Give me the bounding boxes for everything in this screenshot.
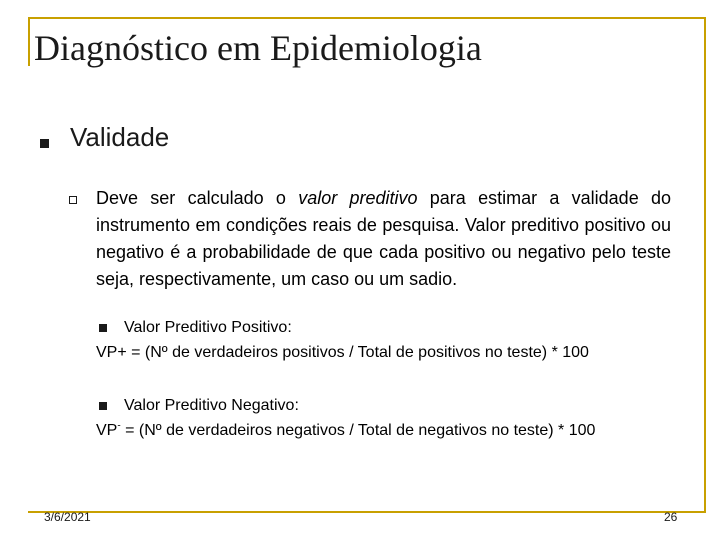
footer-date: 3/6/2021 [44, 510, 91, 524]
paragraph-italic-term: valor preditivo [298, 188, 418, 208]
positive-label: Valor Preditivo Positivo: [124, 319, 292, 336]
hollow-square-bullet-icon [69, 196, 77, 204]
negative-formula-superscript: - [117, 420, 121, 432]
small-square-bullet-icon [99, 402, 107, 410]
negative-label: Valor Preditivo Negativo: [124, 397, 299, 414]
paragraph-text-start: Deve ser calculado o [96, 188, 299, 208]
page-number: 26 [664, 510, 678, 524]
negative-formula [96, 420, 595, 442]
body-paragraph [96, 185, 671, 293]
frame-left-line [28, 17, 30, 66]
positive-formula: VP+ = (Nº de verdadeiros positivos / Total de positivos no teste) * 100 [96, 344, 589, 361]
small-square-bullet-icon [99, 324, 107, 332]
negative-formula-rest: = (Nº de verdadeiros negativos / Total de negativos no teste) * 100 [120, 422, 596, 439]
paragraph-text-end: para estimar a validade do instrumento em condições reais de pesquisa. Valor preditivo positivo ou negativo é a probabilidade de que cada positivo ou negativo pelo teste seja, respectivamente, um caso ou um sadio. [96, 188, 672, 289]
square-bullet-icon [40, 139, 49, 148]
negative-formula-prefix: VP [96, 422, 118, 439]
frame-bottom-line [28, 511, 706, 513]
slide-title: Diagnóstico em Epidemiologia [34, 28, 482, 68]
frame-top-line [28, 17, 706, 19]
frame-right-line [704, 17, 706, 513]
level1-heading: Validade [70, 122, 170, 152]
